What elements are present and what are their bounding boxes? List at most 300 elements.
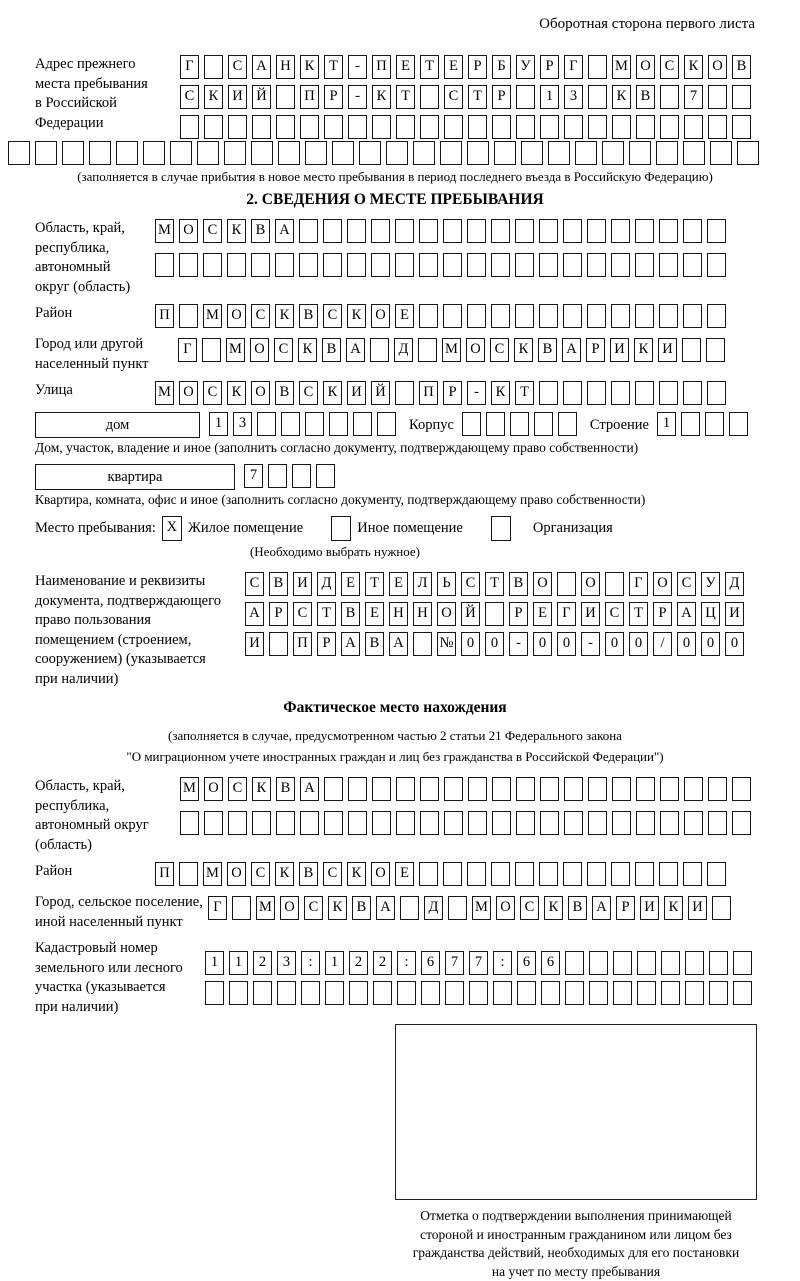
char-box [587,253,606,277]
char-box: 0 [677,632,696,656]
char-box [278,141,300,165]
char-box [257,412,276,436]
char-box [588,85,607,109]
char-box [521,141,543,165]
char-box [491,219,510,243]
char-box: С [660,55,679,79]
char-box [563,219,582,243]
char-box [229,981,248,1005]
char-box: В [275,381,294,405]
char-box: - [348,55,367,79]
char-row [180,811,756,835]
char-box: Т [485,572,504,596]
char-box [228,115,247,139]
char-box: 3 [277,951,296,975]
char-box: 0 [605,632,624,656]
char-box [732,85,751,109]
char-box [709,981,728,1005]
char-box: Р [324,85,343,109]
char-box: В [568,896,587,920]
char-box [685,981,704,1005]
char-box [681,412,700,436]
char-box: К [347,862,366,886]
char-box: М [256,896,275,920]
char-box [510,412,529,436]
char-box: О [581,572,600,596]
region-rows [155,219,731,277]
checkbox-zhiloe: Х [162,516,182,541]
char-box: О [371,862,390,886]
cadastre-rows [205,951,757,1005]
checkbox-organizaciya [491,516,511,541]
korpus-cells [462,412,582,436]
label-line: право пользования [35,611,245,631]
apartment-box-label: квартира [35,464,235,490]
char-box [588,55,607,79]
char-box [276,85,295,109]
char-box: - [509,632,528,656]
char-box [683,141,705,165]
char-box [467,304,486,328]
char-box: П [419,381,438,405]
char-box: Р [540,55,559,79]
char-box: К [372,85,391,109]
char-box [515,304,534,328]
field-region-2 [35,777,755,855]
char-box [539,219,558,243]
char-box [611,862,630,886]
char-box [202,338,221,362]
char-box: К [252,777,271,801]
char-box: М [442,338,461,362]
char-box [371,219,390,243]
char-box [413,141,435,165]
char-box [733,981,752,1005]
label-line: Область, край, [35,777,180,797]
char-box [588,811,607,835]
char-box: И [640,896,659,920]
char-box: : [301,951,320,975]
char-box [659,304,678,328]
char-box [300,115,319,139]
char-box: А [677,602,696,626]
char-box: К [300,55,319,79]
char-box [469,981,488,1005]
label-line: округ (область) [35,278,155,298]
char-box [397,981,416,1005]
char-box [540,115,559,139]
label-line: автономный округ [35,816,180,836]
char-box: Г [557,602,576,626]
char-box: 0 [557,632,576,656]
char-box [565,951,584,975]
char-box [180,115,199,139]
char-box [660,115,679,139]
char-box [516,85,535,109]
korpus-label: Корпус [409,412,454,438]
field-city [35,335,755,374]
char-box [448,896,467,920]
char-box [516,777,535,801]
char-box [395,219,414,243]
char-box [706,338,725,362]
char-box: Е [365,602,384,626]
char-row [205,981,757,1005]
char-box [684,811,703,835]
char-box [660,777,679,801]
label-line: в Российской [35,94,180,114]
char-box: - [581,632,600,656]
char-box: Н [389,602,408,626]
district-label: Район [35,304,155,324]
char-box: К [328,896,347,920]
char-box [602,141,624,165]
char-box [418,338,437,362]
char-box: В [538,338,557,362]
char-box [419,304,438,328]
char-box [468,777,487,801]
char-box [575,141,597,165]
char-box [467,862,486,886]
char-box: М [203,304,222,328]
char-row [180,55,756,79]
char-box [563,381,582,405]
char-box [611,381,630,405]
char-box: И [688,896,707,920]
char-box [492,777,511,801]
char-row [180,85,756,109]
char-box: И [581,602,600,626]
char-box: 2 [253,951,272,975]
char-box: В [299,862,318,886]
char-box [659,253,678,277]
char-box [440,141,462,165]
stroenie-cells [657,412,753,436]
char-box: 7 [244,464,263,488]
char-box [656,141,678,165]
char-box [413,632,432,656]
char-box [729,412,748,436]
char-box [372,811,391,835]
char-box: 1 [205,951,224,975]
char-box [515,253,534,277]
char-box [292,464,311,488]
char-box: Г [178,338,197,362]
char-box: 7 [445,951,464,975]
char-box: К [275,304,294,328]
char-box [348,777,367,801]
region-2-rows [180,777,756,835]
char-box [659,219,678,243]
char-box [737,141,759,165]
label-line: гражданства действий, необходимых для его постановки [361,1244,791,1263]
char-box: Е [341,572,360,596]
char-box [540,777,559,801]
char-box: А [389,632,408,656]
char-box [683,253,702,277]
char-box [329,412,348,436]
label-line: при наличии) [35,670,245,690]
char-box [491,253,510,277]
char-box [420,115,439,139]
char-box [89,141,111,165]
char-box [179,304,198,328]
char-box [316,464,335,488]
char-box: К [298,338,317,362]
label-line: места пребывания [35,75,180,95]
char-box: Р [492,85,511,109]
char-box [325,981,344,1005]
char-box: С [323,304,342,328]
char-box [420,777,439,801]
char-box [386,141,408,165]
char-box [179,253,198,277]
char-box: С [304,896,323,920]
char-box: 1 [540,85,559,109]
char-box [467,219,486,243]
char-box: А [346,338,365,362]
field-region [35,219,755,297]
char-box: А [300,777,319,801]
char-box: И [347,381,366,405]
char-box [419,862,438,886]
char-box: Р [586,338,605,362]
char-box: С [677,572,696,596]
char-box: А [245,602,264,626]
char-box [443,304,462,328]
house-cells [209,412,401,436]
label-line: Область, край, [35,219,155,239]
street-label: Улица [35,381,155,401]
char-box: Д [725,572,744,596]
char-box: Й [252,85,271,109]
label-line: на учет по месту пребывания [361,1263,791,1281]
char-box: О [251,381,270,405]
char-box: М [472,896,491,920]
char-box: М [155,219,174,243]
char-box [400,896,419,920]
char-box: / [653,632,672,656]
char-box [540,811,559,835]
cadastre-label [35,939,205,1017]
char-box [587,219,606,243]
char-box: О [496,896,515,920]
char-box [564,777,583,801]
section2-title: 2. СВЕДЕНИЯ О МЕСТЕ ПРЕБЫВАНИЯ [35,191,755,209]
char-row [155,219,731,243]
char-box: 7 [684,85,703,109]
char-box: В [636,85,655,109]
char-box: С [251,304,270,328]
char-box: О [250,338,269,362]
char-box [612,115,631,139]
char-box [324,115,343,139]
char-box [707,381,726,405]
char-box [419,253,438,277]
label-line: республика, [35,239,155,259]
char-box [359,141,381,165]
char-box [732,777,751,801]
char-box: М [612,55,631,79]
char-box [708,115,727,139]
char-row [155,381,731,405]
char-box [444,811,463,835]
char-box [323,219,342,243]
char-box: - [348,85,367,109]
char-box: П [155,304,174,328]
prev-address-rows [180,55,756,139]
char-box: И [658,338,677,362]
char-box: 1 [657,412,676,436]
char-box [732,115,751,139]
label-line: помещением (строением, [35,631,245,651]
char-box: Р [443,381,462,405]
char-box: Т [396,85,415,109]
char-box [420,811,439,835]
stay-type-hint: (Необходимо выбрать нужное) [185,544,485,560]
char-box [707,253,726,277]
char-box: В [341,602,360,626]
char-box [348,811,367,835]
char-box [587,862,606,886]
char-box: 0 [533,632,552,656]
char-box: В [352,896,371,920]
char-box: Е [533,602,552,626]
region-2-label [35,777,180,855]
char-box [204,55,223,79]
char-box: 0 [485,632,504,656]
char-box [563,253,582,277]
char-box [539,253,558,277]
char-box [629,141,651,165]
field-cadastre [35,939,755,1017]
apartment-cells [244,464,340,488]
char-box [228,811,247,835]
char-box [443,862,462,886]
char-row [155,304,731,328]
char-box [515,862,534,886]
char-box: М [155,381,174,405]
char-box [349,981,368,1005]
char-box: С [490,338,509,362]
char-box: Ц [701,602,720,626]
char-box [612,777,631,801]
char-box [565,981,584,1005]
char-box [683,381,702,405]
char-box [564,115,583,139]
char-box: С [293,602,312,626]
char-box [684,115,703,139]
char-box: К [684,55,703,79]
char-box: О [371,304,390,328]
char-box: Р [468,55,487,79]
char-box: Т [515,381,534,405]
char-row [155,862,731,886]
char-box: О [437,602,456,626]
char-box [445,981,464,1005]
char-box [305,141,327,165]
char-box: Б [492,55,511,79]
char-box [324,811,343,835]
char-box [539,381,558,405]
char-box: 0 [461,632,480,656]
char-box: 0 [725,632,744,656]
char-box [492,115,511,139]
char-box [685,951,704,975]
char-box [332,141,354,165]
char-box [709,951,728,975]
char-box: Р [509,602,528,626]
char-box [558,412,577,436]
char-box [347,253,366,277]
char-box [563,862,582,886]
field-district-2 [35,862,755,886]
char-box: Г [180,55,199,79]
char-box [155,253,174,277]
label-line: земельного или лесного [35,959,205,979]
char-box: : [493,951,512,975]
char-box: К [544,896,563,920]
label-line: населенный пункт [35,355,178,375]
char-row [180,115,756,139]
char-box: К [634,338,653,362]
char-box [62,141,84,165]
char-box: О [227,304,246,328]
char-box [491,862,510,886]
document-label [35,572,245,689]
char-box [564,811,583,835]
char-box [396,115,415,139]
char-box: В [322,338,341,362]
char-box [371,253,390,277]
char-box: А [562,338,581,362]
header-note: Оборотная сторона первого листа [35,16,755,33]
char-box: С [180,85,199,109]
char-box: К [491,381,510,405]
char-box [444,115,463,139]
char-box [180,811,199,835]
char-box [372,777,391,801]
char-box [611,253,630,277]
prev-address-note: (заполняется в случае прибытия в новое место пребывания в период последнего въезда в Российскую Федерацию) [35,169,755,185]
char-box [179,862,198,886]
char-box: В [365,632,384,656]
label-line: Наименование и реквизиты [35,572,245,592]
char-box: О [179,219,198,243]
char-box: С [245,572,264,596]
char-box: № [437,632,456,656]
field-city-2 [35,893,755,932]
char-box: 2 [373,951,392,975]
char-box: О [466,338,485,362]
char-box [548,141,570,165]
char-box: А [275,219,294,243]
char-box [493,981,512,1005]
char-box: О [653,572,672,596]
char-box: А [252,55,271,79]
char-box: С [203,381,222,405]
char-box [684,777,703,801]
char-box [467,141,489,165]
label-line: республика, [35,797,180,817]
char-box: У [516,55,535,79]
char-row [180,777,756,801]
char-box [637,951,656,975]
char-box [143,141,165,165]
char-row [208,896,736,920]
char-box [301,981,320,1005]
option-label-inoe: Иное помещение [357,520,463,537]
